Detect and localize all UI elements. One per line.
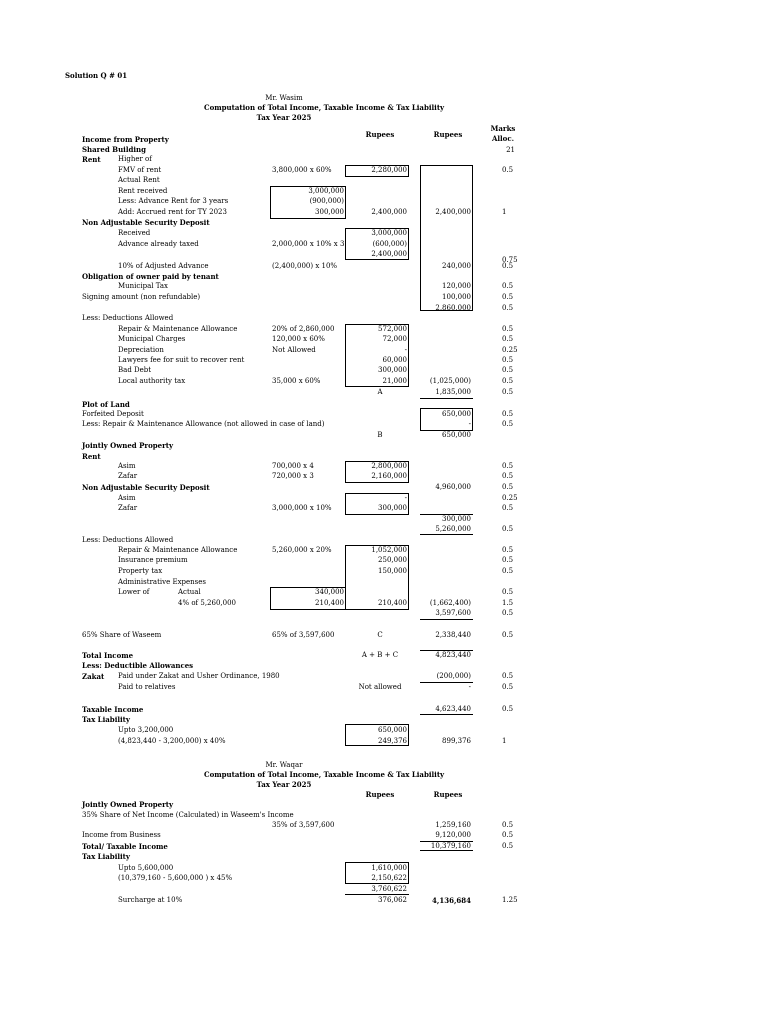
amount-inner: (900,000) — [309, 197, 344, 205]
row-label: Zafar — [118, 472, 138, 480]
amount-col1: 210,400 — [378, 599, 407, 607]
line-waqar-2 — [420, 850, 473, 851]
amount-col2: - — [468, 420, 471, 428]
waqar-marks: 1.25 — [502, 896, 518, 904]
marks-alloc: 0.5 — [502, 335, 514, 343]
amount-col1: (600,000) — [372, 240, 407, 248]
row-label: Less: Repair & Maintenance Allowance (not allowed in case of land) — [82, 420, 325, 428]
row-calc: 3,800,000 x 60% — [272, 166, 332, 174]
amount-col1: 21,000 — [382, 377, 407, 385]
waqar-row-label: Income from Business — [82, 831, 161, 839]
line-waqar-3 — [345, 894, 409, 895]
row-label: Income from Property — [82, 135, 169, 144]
amount-col1: 2,280,000 — [371, 166, 407, 174]
box-deductions-2 — [345, 545, 409, 610]
waqar-marks: 0.5 — [502, 842, 514, 850]
amount-inner: 3,000,000 — [308, 187, 344, 195]
row-calc: (2,400,000) x 10% — [272, 262, 338, 270]
amount-col1: 300,000 — [378, 504, 407, 512]
amount-col1: 650,000 — [378, 726, 407, 734]
row-label: Signing amount (non refundable) — [82, 293, 201, 301]
line-a — [420, 398, 473, 399]
row-label: Plot of Land — [82, 400, 130, 409]
row-calc: 120,000 x 60% — [272, 335, 325, 343]
ref-letter: B — [377, 431, 383, 439]
row-label: Repair & Maintenance Allowance — [118, 325, 238, 333]
marks-alloc: 0.5 — [502, 472, 514, 480]
waqar-marks: 0.5 — [502, 831, 514, 839]
marks-alloc: 0.5 — [502, 377, 514, 385]
marks-alloc: 1 — [502, 737, 507, 745]
box-plot — [420, 408, 473, 431]
wasim-name: Mr. Wasim — [265, 94, 303, 102]
amount-col1: - — [404, 346, 407, 354]
amount-col2: 2,860,000 — [435, 304, 471, 312]
marks-alloc: 0.5 — [502, 567, 514, 575]
row-label: Zafar — [118, 504, 138, 512]
row-sublabel: Paid under Zakat and Usher Ordinance, 1980 — [118, 672, 280, 680]
ref-letter: Not allowed — [358, 683, 402, 691]
row-label: Asim — [118, 462, 136, 470]
row-label: Lawyers fee for suit to recover rent — [118, 356, 245, 364]
amount-col1: 572,000 — [378, 325, 407, 333]
amount-col1: 2,400,000 — [371, 250, 407, 258]
line-2 — [420, 682, 473, 683]
row-label: Received — [118, 229, 151, 237]
marks-alloc: 0.5 — [502, 304, 514, 312]
amount-col1: 72,000 — [382, 335, 407, 343]
marks-alloc: 1 — [502, 208, 507, 216]
marks-alloc: 1.5 — [502, 599, 514, 607]
wasim-title: Computation of Total Income, Taxable Income & Tax Liability — [204, 103, 445, 112]
marks-alloc: 0.5 — [502, 366, 514, 374]
waqar-row-label: Jointly Owned Property — [82, 800, 174, 809]
row-label: Taxable Income — [82, 705, 144, 714]
box-fmv — [345, 165, 409, 177]
marks-alloc: 0.5 — [502, 356, 514, 364]
amount-col1: 2,800,000 — [371, 462, 407, 470]
amount-col1: 3,000,000 — [371, 229, 407, 237]
amount-col1: 1,052,000 — [371, 546, 407, 554]
waqar-marks: 0.5 — [502, 821, 514, 829]
waqar-amount-col1: 1,610,000 — [371, 864, 407, 872]
row-calc: 35,000 x 60% — [272, 377, 321, 385]
col-header-marks: Marks — [490, 124, 516, 133]
row-label: FMV of rent — [118, 166, 162, 174]
amount-inner: 210,400 — [315, 599, 344, 607]
amount-col2: - — [468, 683, 471, 691]
total-marks: 21 — [506, 146, 515, 154]
waqar-title: Computation of Total Income, Taxable Income & Tax Liability — [204, 770, 445, 779]
marks-alloc: 0.5 — [502, 262, 514, 270]
row-label: Rent — [82, 452, 101, 461]
row-label: Administrative Expenses — [118, 578, 206, 586]
amount-col2: 4,960,000 — [435, 483, 471, 491]
row-calc: 3,000,000 x 10% — [272, 504, 332, 512]
row-label: 10% of Adjusted Advance — [118, 262, 209, 270]
col-header-alloc: Alloc. — [491, 134, 515, 143]
row-label: Insurance premium — [118, 556, 188, 564]
box-deductions-1 — [345, 324, 409, 387]
row-label: Lower of — [118, 588, 150, 596]
amount-col2: (1,025,000) — [429, 377, 471, 385]
row-sublabel: Actual — [178, 588, 201, 596]
box-tax-waqar — [345, 862, 409, 884]
ref-letter: A — [377, 388, 383, 396]
row-label: Less: Deductible Allowances — [82, 661, 194, 670]
waqar-col-rupees-2: Rupees — [433, 790, 463, 799]
col-header-rupees-2: Rupees — [433, 130, 463, 139]
row-calc: 700,000 x 4 — [272, 462, 314, 470]
row-label: Repair & Maintenance Allowance — [118, 546, 238, 554]
row-label: Tax Liability — [82, 715, 130, 724]
marks-alloc: 0.5 — [502, 546, 514, 554]
row-calc: 720,000 x 3 — [272, 472, 314, 480]
row-label: Municipal Charges — [118, 335, 186, 343]
row-label: Advance already taxed — [118, 240, 199, 248]
row-sublabel: Higher of — [118, 155, 152, 163]
row-label: Bad Debt — [118, 366, 152, 374]
row-calc: 5,260,000 x 20% — [272, 546, 332, 554]
waqar-amount-col2: 1,259,160 — [435, 821, 471, 829]
box-joint-rent — [345, 461, 409, 483]
waqar-row-label: (10,379,160 - 5,600,000 ) x 45% — [118, 874, 233, 882]
amount-inner: 340,000 — [315, 588, 344, 596]
amount-col1: 249,376 — [378, 737, 407, 745]
row-label: Rent — [82, 155, 101, 164]
marks-alloc: 0.5 — [502, 282, 514, 290]
marks-alloc: 0.5 — [502, 556, 514, 564]
row-calc: Not Allowed — [272, 346, 316, 354]
row-label: Upto 3,200,000 — [118, 726, 174, 734]
marks-alloc: 0.5 — [502, 166, 514, 174]
row-label: Non Adjustable Security Deposit — [82, 483, 210, 492]
marks-alloc: 0.5 — [502, 609, 514, 617]
amount-col2: 2,338,440 — [435, 631, 471, 639]
row-calc: 20% of 2,860,000 — [272, 325, 335, 333]
row-label: Depreciation — [118, 346, 164, 354]
line-total — [420, 650, 473, 651]
marks-alloc: 0.75 — [502, 256, 518, 264]
row-sublabel: 4% of 5,260,000 — [178, 599, 236, 607]
marks-alloc: 0.5 — [502, 504, 514, 512]
ref-letter: C — [377, 631, 383, 639]
marks-alloc: 0.5 — [502, 683, 514, 691]
amount-col2: 5,260,000 — [435, 525, 471, 533]
amount-col1: 250,000 — [378, 556, 407, 564]
row-sublabel: Paid to relatives — [118, 683, 176, 691]
row-label: Jointly Owned Property — [82, 441, 174, 450]
amount-col2: 120,000 — [442, 282, 471, 290]
amount-col2: 899,376 — [442, 737, 471, 745]
amount-col2: 100,000 — [442, 293, 471, 301]
row-label: Non Adjustable Security Deposit — [82, 218, 210, 227]
amount-col1: 60,000 — [382, 356, 407, 364]
amount-col1: 300,000 — [378, 366, 407, 374]
amount-inner: 300,000 — [315, 208, 344, 216]
marks-alloc: 0.5 — [502, 631, 514, 639]
waqar-row-label: Total/ Taxable Income — [82, 842, 168, 851]
amount-col2: 4,623,440 — [435, 705, 471, 713]
waqar-row-label: Surcharge at 10% — [118, 896, 183, 904]
waqar-row-label: Tax Liability — [82, 852, 130, 861]
row-label: Property tax — [118, 567, 163, 575]
marks-alloc: 0.5 — [502, 420, 514, 428]
marks-alloc: 0.25 — [502, 494, 518, 502]
amount-col1: 2,160,000 — [371, 472, 407, 480]
row-label: Zakat — [82, 672, 105, 681]
row-label: Obligation of owner paid by tenant — [82, 272, 219, 281]
row-label: Less: Deductions Allowed — [82, 314, 174, 322]
row-label: Add: Accrued rent for TY 2023 — [118, 208, 227, 216]
waqar-amount-col1: 3,760,622 — [371, 885, 407, 893]
row-calc: 2,000,000 x 10% x 3 — [272, 240, 345, 248]
amount-col2: 2,400,000 — [435, 208, 471, 216]
row-label: Less: Deductions Allowed — [82, 536, 174, 544]
box-shared-total — [420, 165, 473, 311]
waqar-row-label: Upto 5,600,000 — [118, 864, 174, 872]
solution-heading: Solution Q # 01 — [65, 71, 128, 80]
marks-alloc: 0.5 — [502, 388, 514, 396]
waqar-col-rupees-1: Rupees — [365, 790, 395, 799]
marks-alloc: 0.5 — [502, 483, 514, 491]
marks-alloc: 0.5 — [502, 410, 514, 418]
row-label: (4,823,440 - 3,200,000) x 40% — [118, 737, 226, 745]
amount-col2: (1,662,400) — [429, 599, 471, 607]
waqar-name: Mr. Waqar — [265, 761, 303, 769]
row-label: Shared Building — [82, 145, 147, 154]
amount-col2: 1,835,000 — [435, 388, 471, 396]
waqar-amount-col1: 376,062 — [378, 896, 407, 904]
waqar-amount-col2: 4,136,684 — [432, 896, 471, 905]
waqar-amount-col1: 2,150,622 — [371, 874, 407, 882]
box-adjusted — [345, 228, 409, 260]
row-label: Less: Advance Rent for 3 years — [118, 197, 229, 205]
line-taxable — [420, 714, 473, 715]
row-label: Rent received — [118, 187, 168, 195]
waqar-row-label: 35% Share of Net Income (Calculated) in Waseem's Income — [82, 811, 294, 819]
marks-alloc: 0.5 — [502, 588, 514, 596]
amount-col2: 4,823,440 — [435, 651, 471, 659]
row-label: Total Income — [82, 651, 134, 660]
marks-alloc: 0.5 — [502, 525, 514, 533]
line-b — [420, 619, 473, 620]
marks-alloc: 0.5 — [502, 325, 514, 333]
marks-alloc: 0.5 — [502, 705, 514, 713]
ref-letter: A + B + C — [361, 651, 399, 659]
marks-alloc: 0.25 — [502, 346, 518, 354]
amount-col2: 240,000 — [442, 262, 471, 270]
waqar-amount-col2: 9,120,000 — [435, 831, 471, 839]
amount-col1: 2,400,000 — [371, 208, 407, 216]
box-tax-wasim — [345, 724, 409, 746]
waqar-row-calc: 35% of 3,597,600 — [272, 821, 335, 829]
box-joint-deposit — [345, 493, 409, 515]
box-rent-detail — [270, 186, 346, 219]
amount-col2: (200,000) — [436, 672, 471, 680]
amount-col2: 300,000 — [442, 515, 471, 523]
marks-alloc: 0.5 — [502, 462, 514, 470]
row-label: Forfeited Deposit — [82, 410, 144, 418]
waqar-tax-year: Tax Year 2025 — [256, 780, 312, 789]
amount-col1: - — [404, 494, 407, 502]
row-label: Municipal Tax — [118, 282, 168, 290]
row-label: Actual Rent — [118, 176, 160, 184]
row-label: 65% Share of Waseem — [82, 631, 162, 639]
col-header-rupees-1: Rupees — [365, 130, 395, 139]
line-waqar-1 — [420, 841, 473, 842]
amount-col2: 3,597,600 — [435, 609, 471, 617]
marks-alloc: 0.5 — [502, 672, 514, 680]
waqar-amount-col2: 10,379,160 — [430, 842, 471, 850]
row-calc: 65% of 3,597,600 — [272, 631, 335, 639]
row-label: Asim — [118, 494, 136, 502]
amount-col2: 650,000 — [442, 431, 471, 439]
wasim-tax-year: Tax Year 2025 — [256, 113, 312, 122]
line-joint2 — [420, 534, 473, 535]
amount-col1: 150,000 — [378, 567, 407, 575]
line-joint — [420, 514, 473, 515]
marks-alloc: 0.5 — [502, 293, 514, 301]
amount-col2: 650,000 — [442, 410, 471, 418]
box-admin — [270, 587, 346, 610]
row-label: Local authority tax — [118, 377, 186, 385]
